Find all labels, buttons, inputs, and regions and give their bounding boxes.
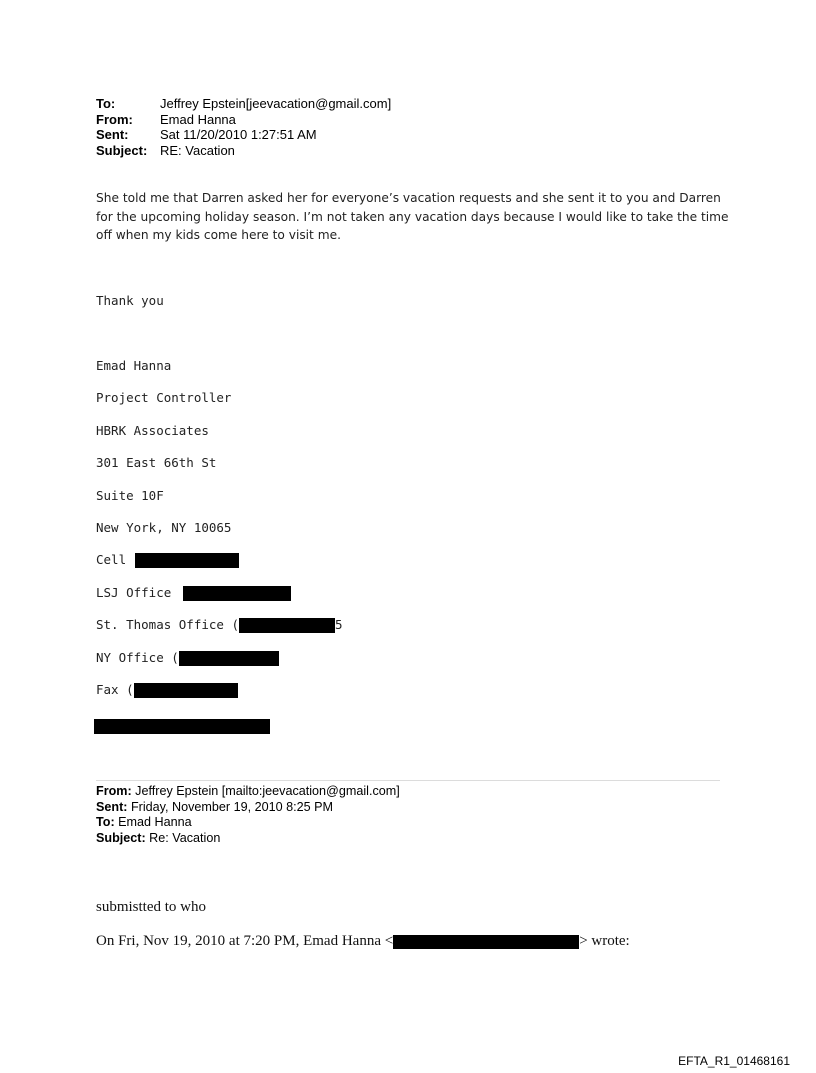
- signature-suite: Suite 10F: [96, 488, 164, 503]
- st-thomas-tail: 5: [335, 617, 343, 632]
- quoted-sent-value: Friday, November 19, 2010 8:25 PM: [127, 799, 334, 814]
- reply-text: submistted to who: [96, 899, 207, 915]
- document-id: EFTA_R1_01468161: [678, 1054, 790, 1068]
- st-thomas-label: St. Thomas Office (: [96, 617, 239, 632]
- quoted-header: [96, 784, 400, 846]
- redaction-block: [239, 618, 335, 633]
- to-row: [96, 96, 391, 112]
- redaction-block: [393, 935, 579, 949]
- reply-attribution: [96, 933, 630, 950]
- message-body: She told me that Darren asked her for everyone’s vacation requests and she sent it to you and Darren for the upcoming holiday season. I’m not taken any vacation days because I would like to take the time off when my kids come here to visit me.: [96, 191, 729, 243]
- quoted-to-row: [96, 815, 400, 831]
- email-header: [96, 96, 391, 158]
- attribution-start: On Fri, Nov 19, 2010 at 7:20 PM, Emad Hanna <: [96, 933, 394, 949]
- lsj-label: LSJ Office: [96, 585, 172, 600]
- signature-st-thomas-office: [96, 617, 343, 633]
- signature-company: HBRK Associates: [96, 423, 209, 438]
- sent-label: Sent:: [96, 127, 129, 142]
- signature-fax: [96, 682, 238, 698]
- redaction-block: [135, 553, 239, 568]
- signature-street: 301 East 66th St: [96, 455, 217, 470]
- quote-divider: [96, 780, 720, 781]
- quoted-to-value: Emad Hanna: [114, 815, 192, 829]
- quoted-from-value: Jeffrey Epstein [mailto:jeevacation@gmail.com]: [131, 784, 400, 798]
- sent-row: [96, 127, 391, 143]
- subject-label: Subject:: [96, 142, 148, 158]
- sent-value: Sat 11/20/2010 1:27:51 AM: [160, 127, 317, 142]
- quoted-from-label: From:: [96, 784, 132, 798]
- cell-label: Cell: [96, 552, 127, 567]
- from-value: Emad Hanna: [160, 111, 236, 127]
- quoted-sent-row: [96, 800, 400, 816]
- subject-row: [96, 143, 391, 159]
- redaction-block: [183, 586, 291, 601]
- signature-title: Project Controller: [96, 390, 232, 405]
- signature-name: Emad Hanna: [96, 358, 172, 373]
- thanks-line: Thank you: [96, 293, 164, 308]
- redacted-email-line: [94, 719, 270, 734]
- from-row: [96, 112, 391, 128]
- to-value: Jeffrey Epstein[jeevacation@gmail.com]: [160, 96, 392, 111]
- signature-cell: [96, 552, 239, 568]
- quoted-subject-row: [96, 831, 400, 847]
- fax-label: Fax (: [96, 682, 134, 697]
- redaction-block: [179, 651, 279, 666]
- quoted-subject-value: Re: Vacation: [145, 830, 221, 845]
- redaction-block: [134, 683, 238, 698]
- signature-city: New York, NY 10065: [96, 520, 232, 535]
- ny-label: NY Office (: [96, 650, 179, 665]
- signature-ny-office: [96, 650, 279, 666]
- quoted-subject-label: Subject:: [96, 830, 146, 845]
- quoted-to-label: To:: [96, 815, 115, 829]
- to-label: To:: [96, 96, 116, 111]
- signature-lsj-office: [96, 585, 291, 601]
- attribution-end: > wrote:: [579, 933, 630, 949]
- quoted-sent-label: Sent:: [96, 799, 128, 814]
- from-label: From:: [96, 111, 133, 127]
- quoted-from-row: [96, 784, 400, 800]
- subject-value: RE: Vacation: [160, 142, 235, 158]
